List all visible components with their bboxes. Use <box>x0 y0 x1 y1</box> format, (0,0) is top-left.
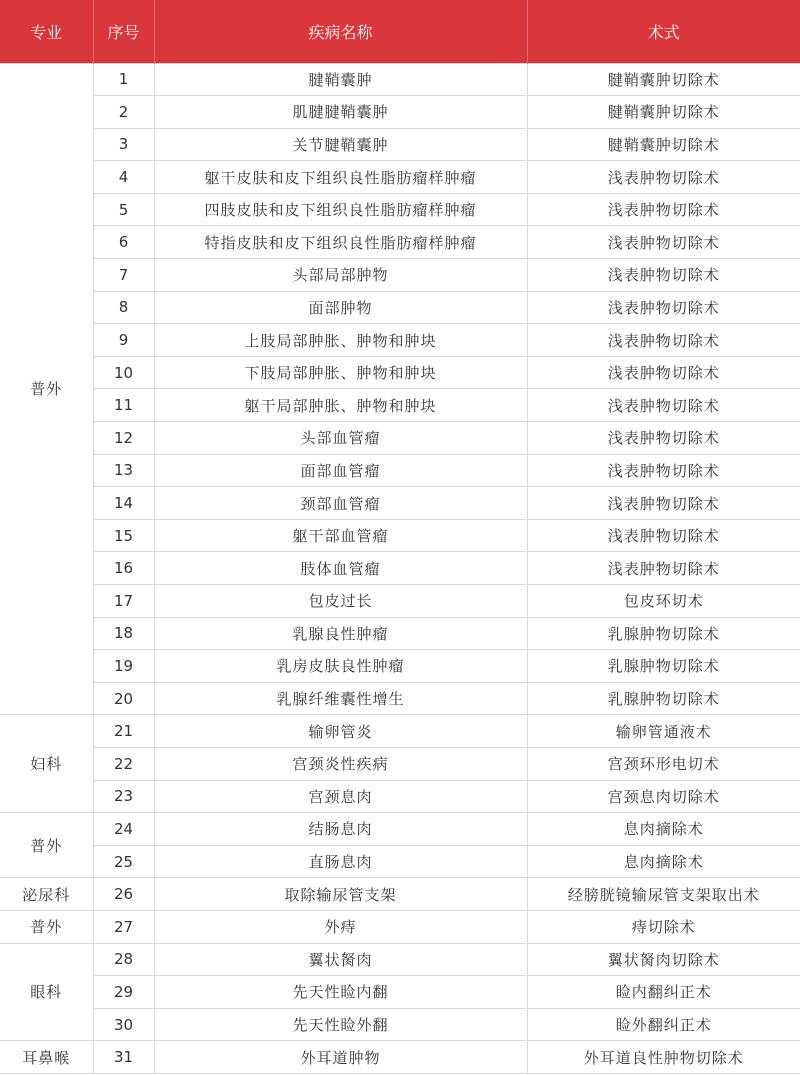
table-row <box>0 1008 800 1041</box>
surgery-cell: 浅表肿物切除术 <box>527 552 800 585</box>
disease-name-cell: 上肢局部肿胀、肿物和肿块 <box>154 324 527 357</box>
surgery-cell: 翼状胬肉切除术 <box>527 943 800 976</box>
disease-name-cell: 输卵管炎 <box>154 715 527 748</box>
disease-name-cell: 包皮过长 <box>154 585 527 618</box>
row-number-cell: 13 <box>93 454 154 487</box>
disease-name-cell: 面部血管瘤 <box>154 454 527 487</box>
row-number-cell: 17 <box>93 585 154 618</box>
disease-name-cell: 乳房皮肤良性肿瘤 <box>154 650 527 683</box>
table-row <box>0 259 800 292</box>
table-row <box>0 487 800 520</box>
table-row <box>0 747 800 780</box>
row-number-cell: 5 <box>93 193 154 226</box>
table-row <box>0 715 800 748</box>
row-number-cell: 12 <box>93 422 154 455</box>
disease-name-cell: 颈部血管瘤 <box>154 487 527 520</box>
table-row <box>0 585 800 618</box>
table-row <box>0 650 800 683</box>
table-row <box>0 193 800 226</box>
table-row <box>0 682 800 715</box>
table-header <box>0 0 800 63</box>
table-row <box>0 128 800 161</box>
table-row <box>0 845 800 878</box>
surgery-cell: 腱鞘囊肿切除术 <box>527 63 800 96</box>
table-row <box>0 976 800 1009</box>
specialty-cell: 妇科 <box>0 715 93 813</box>
header-surgery: 术式 <box>527 0 800 63</box>
disease-name-cell: 宫颈炎性疾病 <box>154 747 527 780</box>
row-number-cell: 18 <box>93 617 154 650</box>
disease-name-cell: 结肠息肉 <box>154 813 527 846</box>
disease-name-cell: 头部局部肿物 <box>154 259 527 292</box>
surgery-cell: 睑外翻纠正术 <box>527 1008 800 1041</box>
surgery-cell: 浅表肿物切除术 <box>527 422 800 455</box>
specialty-cell: 眼科 <box>0 943 93 1041</box>
table-row <box>0 943 800 976</box>
table-row <box>0 324 800 357</box>
surgery-cell: 浅表肿物切除术 <box>527 259 800 292</box>
disease-name-cell: 四肢皮肤和皮下组织良性脂肪瘤样肿瘤 <box>154 193 527 226</box>
surgery-cell: 浅表肿物切除术 <box>527 291 800 324</box>
surgery-cell: 浅表肿物切除术 <box>527 356 800 389</box>
header-specialty: 专业 <box>0 0 93 63</box>
row-number-cell: 6 <box>93 226 154 259</box>
row-number-cell: 1 <box>93 63 154 96</box>
table-row <box>0 910 800 943</box>
surgery-cell: 腱鞘囊肿切除术 <box>527 96 800 129</box>
table-row <box>0 422 800 455</box>
surgery-cell: 浅表肿物切除术 <box>527 487 800 520</box>
disease-name-cell: 直肠息肉 <box>154 845 527 878</box>
surgery-cell: 乳腺肿物切除术 <box>527 617 800 650</box>
disease-name-cell: 乳腺纤维囊性增生 <box>154 682 527 715</box>
disease-name-cell: 头部血管瘤 <box>154 422 527 455</box>
surgery-cell: 浅表肿物切除术 <box>527 389 800 422</box>
row-number-cell: 19 <box>93 650 154 683</box>
header-no: 序号 <box>93 0 154 63</box>
specialty-cell: 普外 <box>0 910 93 943</box>
surgery-cell: 浅表肿物切除术 <box>527 519 800 552</box>
row-number-cell: 10 <box>93 356 154 389</box>
row-number-cell: 4 <box>93 161 154 194</box>
surgery-cell: 外耳道良性肿物切除术 <box>527 1041 800 1074</box>
specialty-cell: 泌尿科 <box>0 878 93 911</box>
row-number-cell: 2 <box>93 96 154 129</box>
disease-name-cell: 肌腱腱鞘囊肿 <box>154 96 527 129</box>
row-number-cell: 7 <box>93 259 154 292</box>
row-number-cell: 14 <box>93 487 154 520</box>
disease-name-cell: 躯干部血管瘤 <box>154 519 527 552</box>
surgery-cell: 浅表肿物切除术 <box>527 193 800 226</box>
row-number-cell: 27 <box>93 910 154 943</box>
table-row <box>0 63 800 96</box>
disease-name-cell: 躯干局部肿胀、肿物和肿块 <box>154 389 527 422</box>
row-number-cell: 25 <box>93 845 154 878</box>
table-row <box>0 813 800 846</box>
row-number-cell: 11 <box>93 389 154 422</box>
disease-name-cell: 特指皮肤和皮下组织良性脂肪瘤样肿瘤 <box>154 226 527 259</box>
table-row <box>0 389 800 422</box>
disease-name-cell: 腱鞘囊肿 <box>154 63 527 96</box>
disease-name-cell: 取除输尿管支架 <box>154 878 527 911</box>
table-row <box>0 96 800 129</box>
row-number-cell: 28 <box>93 943 154 976</box>
surgery-cell: 乳腺肿物切除术 <box>527 682 800 715</box>
table-row <box>0 1041 800 1074</box>
table-row <box>0 617 800 650</box>
row-number-cell: 3 <box>93 128 154 161</box>
surgery-cell: 浅表肿物切除术 <box>527 324 800 357</box>
specialty-cell: 耳鼻喉 <box>0 1041 93 1074</box>
row-number-cell: 26 <box>93 878 154 911</box>
row-number-cell: 16 <box>93 552 154 585</box>
table-row <box>0 226 800 259</box>
surgery-cell: 腱鞘囊肿切除术 <box>527 128 800 161</box>
table-row <box>0 356 800 389</box>
table-row <box>0 291 800 324</box>
table-row <box>0 161 800 194</box>
header-disease: 疾病名称 <box>154 0 527 63</box>
row-number-cell: 9 <box>93 324 154 357</box>
table-body <box>0 63 800 1073</box>
row-number-cell: 15 <box>93 519 154 552</box>
row-number-cell: 24 <box>93 813 154 846</box>
surgery-cell: 息肉摘除术 <box>527 845 800 878</box>
disease-name-cell: 面部肿物 <box>154 291 527 324</box>
disease-name-cell: 宫颈息肉 <box>154 780 527 813</box>
surgery-cell: 乳腺肿物切除术 <box>527 650 800 683</box>
row-number-cell: 23 <box>93 780 154 813</box>
row-number-cell: 8 <box>93 291 154 324</box>
disease-name-cell: 下肢局部肿胀、肿物和肿块 <box>154 356 527 389</box>
table-row <box>0 519 800 552</box>
surgery-cell: 包皮环切术 <box>527 585 800 618</box>
specialty-cell: 普外 <box>0 813 93 878</box>
disease-name-cell: 先天性睑内翻 <box>154 976 527 1009</box>
row-number-cell: 22 <box>93 747 154 780</box>
disease-name-cell: 肢体血管瘤 <box>154 552 527 585</box>
disease-name-cell: 乳腺良性肿瘤 <box>154 617 527 650</box>
surgery-cell: 浅表肿物切除术 <box>527 161 800 194</box>
surgery-cell: 经膀胱镜输尿管支架取出术 <box>527 878 800 911</box>
table-row <box>0 552 800 585</box>
header-row <box>0 0 800 63</box>
surgery-cell: 宫颈息肉切除术 <box>527 780 800 813</box>
disease-name-cell: 翼状胬肉 <box>154 943 527 976</box>
table-row <box>0 454 800 487</box>
specialty-cell: 普外 <box>0 63 93 715</box>
table-row <box>0 878 800 911</box>
surgery-cell: 输卵管通液术 <box>527 715 800 748</box>
row-number-cell: 21 <box>93 715 154 748</box>
disease-name-cell: 外耳道肿物 <box>154 1041 527 1074</box>
row-number-cell: 31 <box>93 1041 154 1074</box>
surgery-cell: 浅表肿物切除术 <box>527 454 800 487</box>
row-number-cell: 20 <box>93 682 154 715</box>
surgery-cell: 息肉摘除术 <box>527 813 800 846</box>
disease-name-cell: 关节腱鞘囊肿 <box>154 128 527 161</box>
disease-name-cell: 外痔 <box>154 910 527 943</box>
table-row <box>0 780 800 813</box>
surgery-cell: 睑内翻纠正术 <box>527 976 800 1009</box>
surgery-cell: 浅表肿物切除术 <box>527 226 800 259</box>
surgery-cell: 痔切除术 <box>527 910 800 943</box>
surgery-cell: 宫颈环形电切术 <box>527 747 800 780</box>
disease-name-cell: 先天性睑外翻 <box>154 1008 527 1041</box>
row-number-cell: 30 <box>93 1008 154 1041</box>
disease-name-cell: 躯干皮肤和皮下组织良性脂肪瘤样肿瘤 <box>154 161 527 194</box>
row-number-cell: 29 <box>93 976 154 1009</box>
